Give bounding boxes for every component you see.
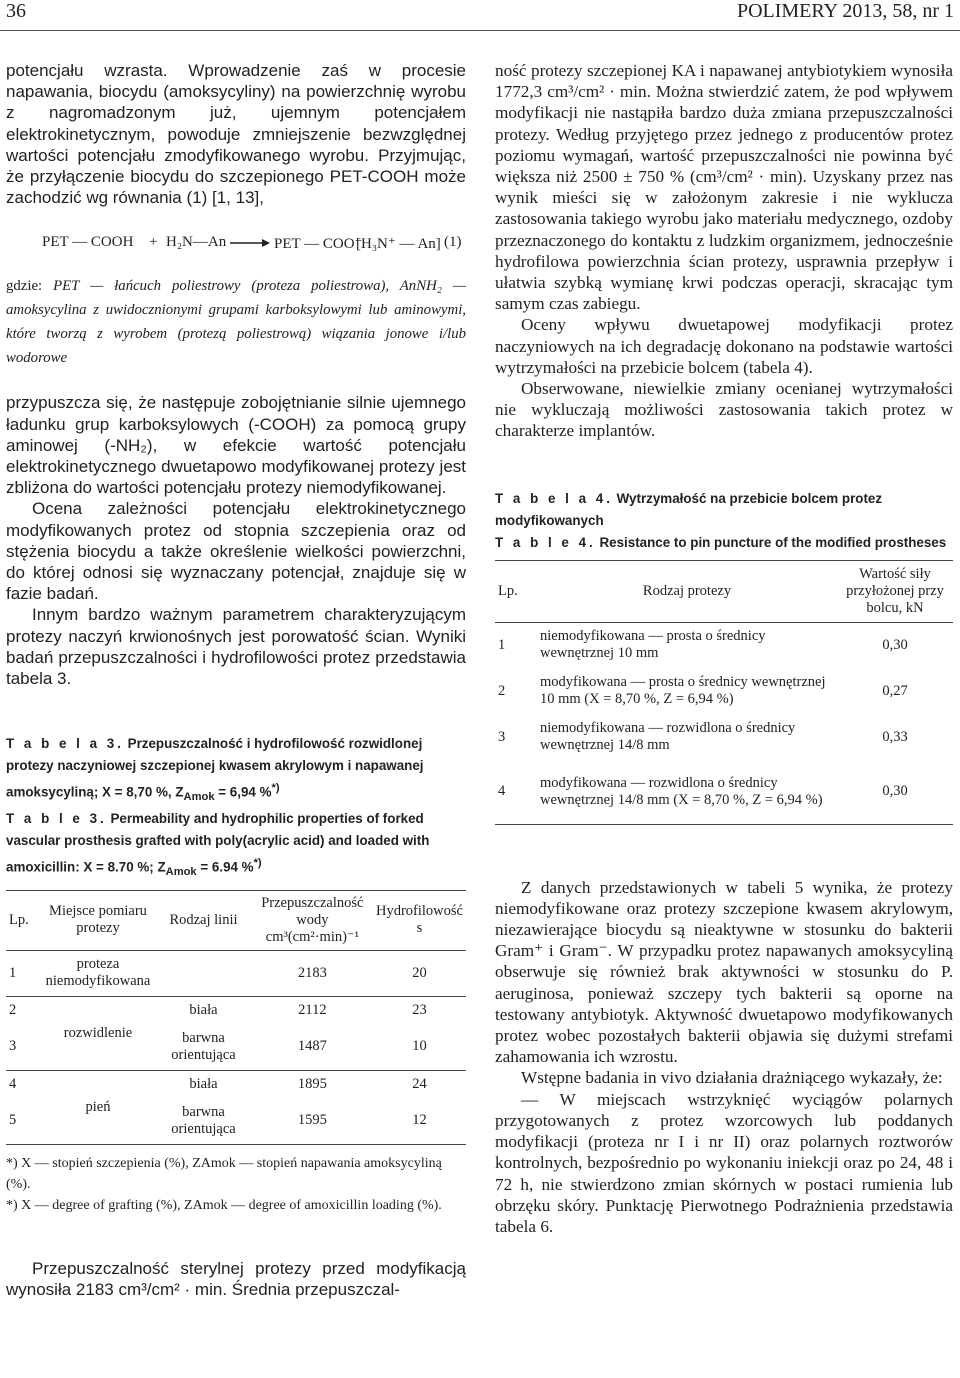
table-row — [495, 760, 953, 824]
t3-r3-perm: 1487 — [297, 1038, 327, 1055]
table3-caption-pl-text: Przepuszczalność i hydrofilowość rozwidlonej protezy naczyniowej szczepionej kwasem akrylowym i napawanej amoksycyliną; X = 8,70 %, Z — [6, 736, 424, 800]
table3-footnote-en: *) X — degree of grafting (%), ZAmok — degree of amoxicillin loading (%). — [6, 1197, 442, 1213]
equation-legend — [6, 274, 466, 370]
t3-r1-linia — [155, 950, 251, 996]
table4-head-rodzaj: Rodzaj protezy — [642, 582, 732, 599]
eq-lhs1: PET — COOH — [42, 234, 134, 251]
table4-caption-en-text: Resistance to pin puncture of the modified prostheses — [595, 534, 947, 550]
t3-r1-lp: 1 — [9, 964, 17, 981]
t4-r2-sila: 0,27 — [882, 682, 908, 699]
right-paragraph-2: Oceny wpływu dwuetapowej modyfikacji protez naczyniowych na ich degradację dokonano na podstawie wartości wytrzymałości na przebicie bolcem (tabela 4). — [495, 315, 953, 377]
t3-r1-hydro: 20 — [412, 964, 427, 981]
t3-r2-linia: biała — [189, 1001, 218, 1018]
table3-caption-pl-sup: *) — [271, 782, 280, 795]
table-row — [6, 950, 466, 996]
t4-r2-rodzaj: modyfikowana — prosta o średnicy wewnętrznej 10 mm (X = 8,70 %, Z = 6,94 %) — [540, 674, 826, 708]
t4-r1-lp: 1 — [498, 636, 506, 653]
table3-footnote-pl: *) X — stopień szczepienia (%), ZAmok — stopień napawania amoksycyliną (%). — [6, 1155, 442, 1192]
t3-r3-linia: barwna orientująca — [171, 1029, 236, 1063]
table3-caption-en — [6, 808, 466, 883]
left-paragraph-3: Ocena zależności potencjału elektrokinetycznego modyfikowanych protez od stopnia szczepienia oraz od stężenia biocydu a także określenie wielkości powierzchni, do której odnosi się wyznaczany potencjał, znajduje się w fazie badań. — [6, 499, 466, 604]
t3-r5-hydro: 12 — [412, 1112, 427, 1129]
table4-head-sila: Wartość siły przyłożonej przy bolcu, kN — [846, 565, 944, 616]
legend-gdzie: gdzie: — [6, 278, 54, 295]
t3-r2-lp: 2 — [9, 1001, 17, 1018]
table3-caption-en-sup: *) — [253, 857, 262, 870]
eq-number: (1) — [444, 234, 462, 251]
table4-header — [495, 560, 953, 622]
t4-r3-lp: 3 — [498, 728, 506, 745]
header-rule — [0, 30, 960, 31]
t3-r2-hydro: 23 — [412, 1001, 427, 1018]
table4-caption-pl — [495, 488, 953, 532]
left-paragraph-4: Innym bardzo ważnym parametrem charakteryzującym protezy naczyń krwionośnych jest porowatość ścian. Wyniki badań przepuszczalności i hydrofilowości protez przedstawia tabela 3. — [6, 605, 466, 689]
table3-head-miejsce: Miejsce pomiaru protezy — [49, 903, 147, 937]
table4-caption-pl-text: Wytrzymałość na przebicie bolcem protez modyfikowanych — [495, 490, 883, 528]
t3-r1-perm: 2183 — [297, 964, 327, 981]
table3-label-en: T a b l e 3. — [6, 811, 107, 827]
t4-r1-sila: 0,30 — [882, 636, 908, 653]
t3-r4-perm: 1895 — [297, 1075, 327, 1092]
table3-caption-en-end: = 6.94 % — [196, 859, 254, 875]
table3-head-lp: Lp. — [9, 911, 29, 928]
table-row — [495, 622, 953, 668]
t4-r4-lp: 4 — [498, 783, 506, 800]
t3-r3-hydro: 10 — [412, 1038, 427, 1055]
table3-caption-en-sub: Amok — [165, 866, 197, 879]
eq-rhs2: [H₃N⁺ — An] — [356, 236, 441, 253]
table3-head-hydro: Hydrofilowość s — [376, 903, 463, 937]
table3-label-pl: T a b e l a 3. — [6, 736, 124, 752]
t4-r3-rodzaj: niemodyfikowana — rozwidlona o średnicy wewnętrznej 14/8 mm — [540, 720, 796, 754]
t3-r3-lp: 3 — [9, 1038, 17, 1055]
t3-r5-lp: 5 — [9, 1112, 17, 1129]
table3-head-perm: Przepuszczalność wody cm³(cm²·min)⁻¹ — [261, 894, 364, 945]
t3-r4-hydro: 24 — [412, 1075, 427, 1092]
journal-name: POLIMERY 2013, 58, nr 1 — [736, 0, 954, 22]
table3-head-linia: Rodzaj linii — [169, 911, 238, 928]
table4 — [495, 560, 953, 825]
right-column — [495, 60, 953, 1237]
table3-caption-pl-end: = 6,94 % — [214, 784, 272, 800]
table3-header — [6, 890, 466, 950]
t3-pien: pień — [85, 1098, 111, 1115]
page-number: 36 — [6, 0, 26, 22]
t3-r1-miejsce: proteza niemodyfikowana — [45, 956, 151, 990]
left-paragraph-1: potencjału wzrasta. Wprowadzenie zaś w procesie napawania, biocydu (amoksycyliny) na powierzchnię wyrobu z nagromadzonym już, ujemnym potencjałem elektrokinetycznym, powoduje zmniejszenie bezwzględnej wartości potencjału zmodyfikowanego wyrobu. Przyjmując, że przyłączenie biocydu do szczepionego PET-COOH może zachodzić wg równania (1) [1, 13], — [6, 61, 466, 208]
right-paragraph-3: Obserwowane, niewielkie zmiany ocenianej wytrzymałości nie wykluczają możliwości zastosowania takich protez w charakterze implantów. — [495, 379, 953, 441]
page-header — [0, 0, 960, 36]
t4-r4-rodzaj: modyfikowana — rozwidlona o średnicy wewnętrznej 14/8 mm (X = 8,70 %, Z = 6,94 %) — [540, 774, 823, 808]
right-paragraph-1: ność protezy szczepionej KA i napawanej antybiotykiem wynosiła 1772,3 cm³/cm² · min. Można stwierdzić zatem, że pod wpływem modyfikacji nie nastąpiła bardzo duża zmiana przepuszczalności protezy. Według przyjętego przez jednego z producentów protez poziomu wymagań, wartość przepuszczalności nie powinna być większa niż 2500 ± 750 % (cm³/cm² · min). Uzyskany przez nas wynik mieści się w założonym zakresie i nie wyklucza zastosowania takiego wyrobu jako materiału medycznego, ozdoby przeznaczonego do kontaktu z ludzkim organizmem, jednocześnie hydrofilowa powierzchnia ścian protezy, usprawnia przepływ i ułatwia szybką wymianę krwi podczas operacji, skracając tym samym czas zabiegu. — [495, 61, 953, 314]
right-paragraph-4: Z danych przedstawionych w tabeli 5 wynika, że protezy niemodyfikowane oraz protezy szczepione kwasem akrylowym, niezawierające biocydu są nieaktywne w stosunku do bakterii Gram⁺ i Gram⁻. W przypadku protez napawanych amoksycyliną obserwuje się również brak aktywności w stosunku do P. aeruginosa, ponieważ szczepy tych bakterii są oporne na testowany antybiotyk. Aktywność dwuetapowo modyfikowanych protez wobec pozostałych bakterii objawia się dużymi strefami zahamowania ich wzrostu. — [495, 877, 953, 1067]
eq-lhs2: H₂N—An — [166, 234, 227, 251]
table-row — [495, 668, 953, 714]
table3-caption-en-text: Permeability and hydrophilic properties of forked vascular prosthesis grafted with poly(acrylic acid) and loaded with amoxicillin: X = 8.70 %; Z — [6, 811, 430, 875]
left-paragraph-5: Przepuszczalność sterylnej protezy przed modyfikacją wynosiła 2183 cm³/cm² · min. Średnia przepuszczal- — [6, 1258, 466, 1299]
legend-text: PET — łańcuch poliestrowy (proteza poliestrowa), AnNH₂ — amoksycylina z uwidocznionymi grupami karboksylowymi lub aminowymi, które tworzą z wyrobem (protezą poliestrową) wiązania jonowe i/lub wodorowe — [6, 278, 467, 367]
t4-r3-sila: 0,33 — [882, 728, 908, 745]
t3-r5-linia: barwna orientująca — [171, 1103, 236, 1137]
t3-r4-linia: biała — [189, 1075, 218, 1092]
table-row — [6, 996, 466, 1024]
table3 — [6, 890, 466, 1145]
equation-1 — [6, 222, 466, 262]
t4-r1-rodzaj: niemodyfikowana — prosta o średnicy wewnętrznej 10 mm — [540, 628, 766, 662]
eq-rhs1: PET — COO⁻ — [274, 236, 363, 253]
table-row — [6, 1070, 466, 1098]
t4-r4-sila: 0,30 — [882, 783, 908, 800]
t3-rozwidlenie: rozwidlenie — [63, 1024, 133, 1041]
table3-caption-pl — [6, 733, 466, 808]
table4-caption-en — [495, 532, 953, 554]
t3-r2-perm: 2112 — [298, 1001, 327, 1018]
right-paragraph-5: Wstępne badania in vivo działania drażniącego wykazały, że: — [521, 1068, 943, 1088]
table4-head-lp: Lp. — [498, 582, 518, 599]
eq-plus: + — [149, 234, 158, 251]
t3-r5-perm: 1595 — [297, 1112, 327, 1129]
right-paragraph-6: — W miejscach wstrzyknięć wyciągów polarnych przygotowanych z protez wzorcowych lub poddanych modyfikacji (proteza nr I i nr II) oraz polarnych roztworów kontrolnych, bezpośrednio po wykonaniu iniekcji oraz po 24, 48 i 72 h, nie stwierdzono zmian skórnych w postaci rumienia lub obrzęku skóry. Punktację Pierwotnego Podrażnienia przedstawia tabela 6. — [495, 1089, 953, 1236]
table-row — [495, 714, 953, 760]
left-paragraph-2: przypuszcza się, że następuje zobojętnianie silnie ujemnego ładunku grup karboksylowych (-COOH) za pomocą grupy aminowej (-NH₂), w efekcie wartość potencjału elektrokinetycznego dwuetapowo modyfikowanej protezy jest zbliżona do wartości potencjału protezy niemodyfikowanej. — [6, 393, 466, 498]
reaction-arrow-icon — [230, 238, 270, 248]
table4-label-pl: T a b e l a 4. — [495, 490, 613, 506]
table4-label-en: T a b l e 4. — [495, 534, 596, 550]
t3-r4-lp: 4 — [9, 1075, 17, 1092]
table3-caption-pl-sub: Amok — [183, 791, 215, 804]
left-column — [6, 60, 466, 1300]
t4-r2-lp: 2 — [498, 682, 506, 699]
